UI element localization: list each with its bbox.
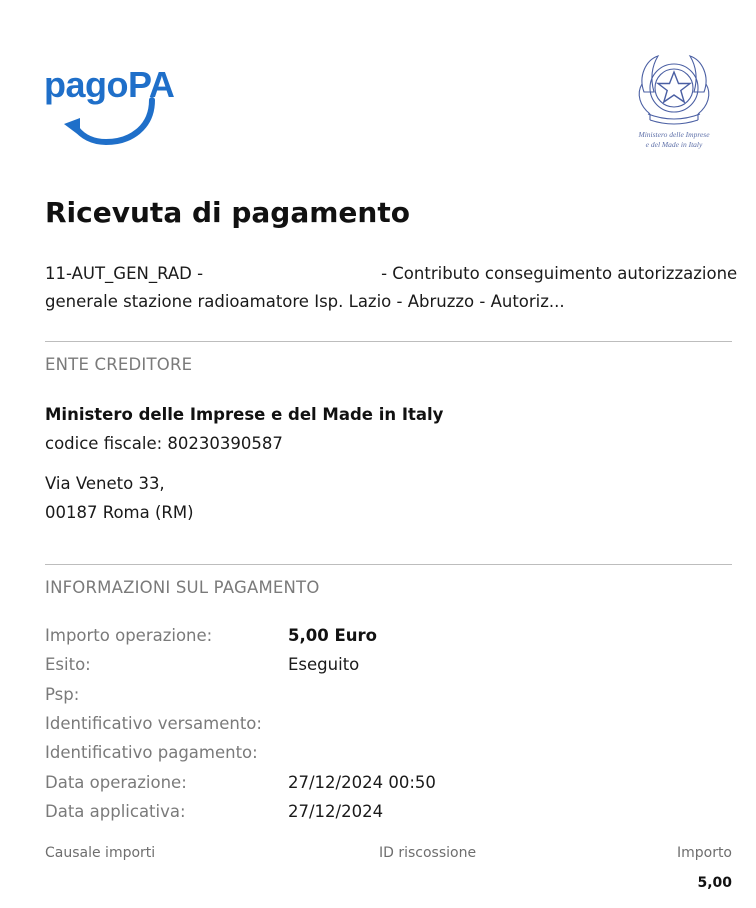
info-label: Identificativo pagamento: xyxy=(45,743,258,762)
info-row-outcome xyxy=(45,655,735,684)
info-row-application-date xyxy=(45,802,735,831)
info-label: Psp: xyxy=(45,685,80,704)
section-divider xyxy=(45,341,732,342)
creditor-address-line2: 00187 Roma (RM) xyxy=(45,503,194,522)
table-header-causale: Causale importi xyxy=(45,845,156,861)
creditor-address-line1: Via Veneto 33, xyxy=(45,474,165,493)
info-label: Data operazione: xyxy=(45,773,187,792)
creditor-fiscal-code: codice fiscale: 80230390587 xyxy=(45,434,283,453)
info-label: Esito: xyxy=(45,655,91,674)
info-row-pagamento-id xyxy=(45,743,735,772)
description-line2: generale stazione radioamatore Isp. Lazio - Abruzzo - Autoriz... xyxy=(45,292,565,311)
info-row-psp xyxy=(45,685,735,714)
italian-republic-emblem-icon xyxy=(628,48,720,130)
pagopa-logo xyxy=(44,62,175,146)
payment-section-label: INFORMAZIONI SUL PAGAMENTO xyxy=(45,578,320,597)
info-label: Data applicativa: xyxy=(45,802,186,821)
table-header-importo: Importo xyxy=(676,845,732,861)
page-title: Ricevuta di pagamento xyxy=(45,196,410,229)
info-row-versamento-id xyxy=(45,714,735,743)
info-row-operation-date xyxy=(45,773,735,802)
info-value: Eseguito xyxy=(288,655,360,674)
info-row-amount xyxy=(45,626,735,655)
table-cell-importo: 5,00 xyxy=(697,875,732,891)
pagopa-logo-text: pagoPA xyxy=(44,64,175,105)
info-label: Importo operazione: xyxy=(45,626,213,645)
table-header-id-riscossione: ID riscossione xyxy=(379,845,477,861)
payment-description xyxy=(45,260,738,316)
emblem-caption-line2: e del Made in Italy xyxy=(645,140,703,149)
ministry-emblem xyxy=(628,48,720,164)
info-value: 27/12/2024 00:50 xyxy=(288,773,436,792)
info-value: 5,00 Euro xyxy=(288,626,377,645)
description-line1-rest: - Contributo conseguimento autorizzazione xyxy=(381,264,738,283)
description-code: 11-AUT_GEN_RAD - xyxy=(45,264,204,283)
creditor-section-label: ENTE CREDITORE xyxy=(45,355,193,374)
emblem-caption-line1: Ministero delle Imprese xyxy=(638,130,710,139)
info-value: 27/12/2024 xyxy=(288,802,384,821)
info-label: Identificativo versamento: xyxy=(45,714,262,733)
section-divider xyxy=(45,564,732,565)
emblem-caption xyxy=(628,130,720,150)
creditor-name: Ministero delle Imprese e del Made in Italy xyxy=(45,405,444,424)
